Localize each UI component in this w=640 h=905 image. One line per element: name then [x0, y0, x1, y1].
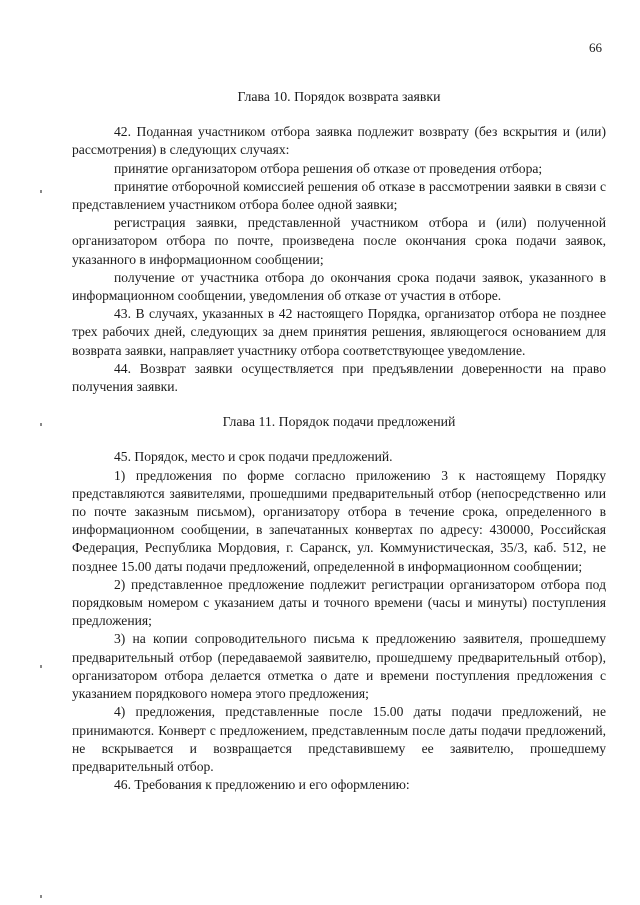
scan-speck: [40, 895, 42, 898]
paragraph-42-item-2: принятие отборочной комиссией решения об отказе в рассмотрении заявки в связи с представлением участником отбора более одной заявки;: [72, 178, 606, 213]
chapter-10-title: Глава 10. Порядок возврата заявки: [237, 89, 441, 104]
paragraph-45-item-2: 2) представленное предложение подлежит регистрации организатором отбора под порядковым номером с указанием даты и точного времени (часы и минуты) поступления предложения;: [72, 576, 606, 629]
document-body: [72, 88, 606, 794]
paragraph-46: 46. Требования к предложению и его оформлению:: [114, 777, 410, 793]
paragraph-42-item-3: регистрация заявки, представленной участником отбора и (или) полученной организатором отбора по почте, произведена после окончания срока подачи заявок, указанного в информационном сообщении;: [72, 215, 606, 267]
page-number: 66: [589, 40, 602, 55]
scan-speck: [40, 190, 42, 193]
paragraph-45-item-3: 3) на копии сопроводительного письма к предложению заявителя, прошедшему предварительный отбор (передаваемой заявителю, прошедшему предварительный отбор), организатором отбора делается отметка о дате и времени поступления предложения с указанием порядкового номера этого предложения;: [72, 631, 606, 702]
paragraph-42-item-4: получение от участника отбора до окончания срока подачи заявок, указанного в информационном сообщении, уведомления об отказе от участия в отборе.: [72, 269, 606, 304]
paragraph-42: 42. Поданная участником отбора заявка подлежит возврату (без вскрытия и (или) рассмотрения) в следующих случаях:: [72, 124, 606, 158]
chapter-11-title: Глава 11. Порядок подачи предложений: [222, 414, 456, 430]
scan-speck: [40, 665, 42, 668]
paragraph-44: 44. Возврат заявки осуществляется при предъявлении доверенности на право получения заявки.: [72, 360, 606, 395]
scan-speck: [40, 423, 42, 426]
paragraph-45-item-4: 4) предложения, представленные после 15.00 даты подачи предложений, не принимаются. Конверт с предложением, представленным после даты подачи предложений, не вскрывается и возвращается представившему ее заявителю, прошедшему предварительный отбор.: [72, 704, 606, 774]
paragraph-42-item-1: принятие организатором отбора решения об отказе от проведения отбора;: [114, 160, 543, 176]
paragraph-43: 43. В случаях, указанных в 42 настоящего Порядка, организатор отбора не позднее трех рабочих дней, следующих за днем принятия решения, являющегося основанием для возврата заявки, направляет участнику отбора соответствующее уведомление.: [72, 306, 606, 358]
paragraph-45-item-1: 1) предложения по форме согласно приложению 3 к настоящему Порядку представляются заявителями, прошедшими предварительный отбор (непосредственно или по почте заказным письмом), организатору отбора в течение срока, определенного в информационном сообщении, в запечатанных конвертах по адресу: 430000, Российская Федерация, Республика Мордовия, г. Саранск, ул. Коммунистическая, 35/3, каб. 512, не позднее 15.00 даты подачи предложений, определенной в информационном сообщении;: [72, 467, 606, 574]
paragraph-45: 45. Порядок, место и срок подачи предложений.: [114, 449, 393, 465]
